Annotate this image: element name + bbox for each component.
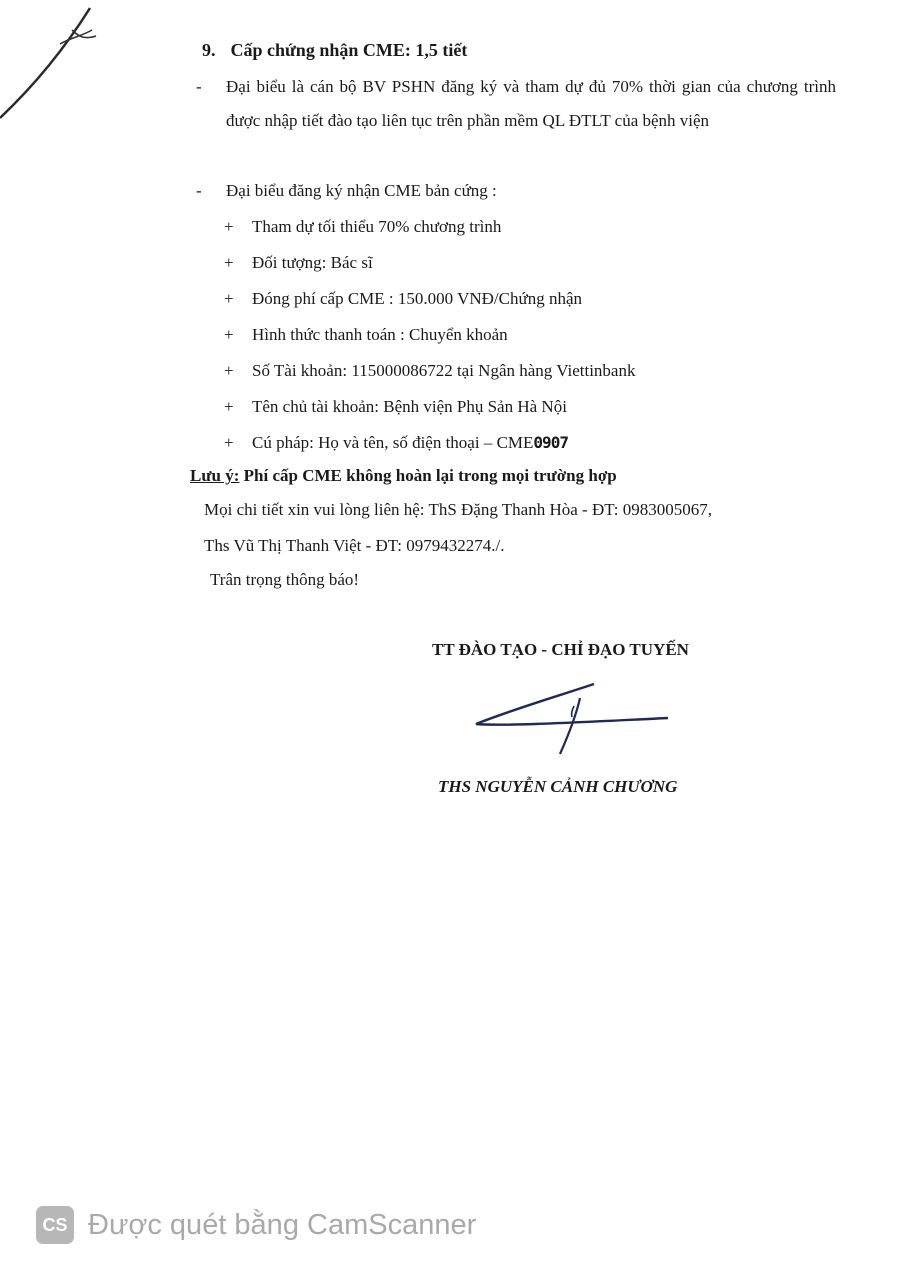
camscanner-logo-icon: CS bbox=[36, 1206, 74, 1244]
closing-line: Trân trọng thông báo! bbox=[210, 570, 360, 589]
sub-item-text: Đóng phí cấp CME : 150.000 VNĐ/Chứng nhận bbox=[252, 289, 582, 308]
sub-item-marker: + bbox=[224, 217, 234, 236]
sub-item bbox=[224, 390, 567, 424]
sub-item-marker: + bbox=[224, 433, 234, 452]
signature-image bbox=[468, 676, 678, 766]
camscanner-watermark bbox=[36, 1206, 476, 1244]
sub-item-text: Số Tài khoản: 115000086722 tại Ngân hàng Viettinbank bbox=[252, 361, 636, 380]
sub-item-text: Đối tượng: Bác sĩ bbox=[252, 253, 373, 272]
note bbox=[190, 466, 617, 486]
sub-item bbox=[224, 426, 568, 460]
sub-item-text: Hình thức thanh toán : Chuyển khoản bbox=[252, 325, 508, 344]
signer-name: THS NGUYỄN CẢNH CHƯƠNG bbox=[438, 777, 678, 796]
section-number: 9. bbox=[202, 40, 216, 60]
bullet-marker: - bbox=[196, 77, 202, 96]
note-label: Lưu ý: bbox=[190, 466, 240, 485]
handwritten-mark-corner bbox=[0, 0, 110, 130]
bullet-item bbox=[196, 70, 836, 138]
sub-item-marker: + bbox=[224, 289, 234, 308]
sub-item-marker: + bbox=[224, 397, 234, 416]
bullet-text: Đại biểu đăng ký nhận CME bản cứng : bbox=[226, 181, 497, 200]
sub-item bbox=[224, 282, 582, 316]
contact-line-1: Mọi chi tiết xin vui lòng liên hệ: ThS Đặng Thanh Hòa - ĐT: 0983005067, bbox=[204, 500, 712, 519]
sub-item-marker: + bbox=[224, 325, 234, 344]
sub-item bbox=[224, 354, 635, 388]
section-heading bbox=[202, 40, 467, 61]
bullet-text: Đại biểu là cán bộ BV PSHN đăng ký và tham dự đủ 70% thời gian của chương trình được nhập tiết đào tạo liên tục trên phần mềm QL ĐTLT của bệnh viện bbox=[226, 77, 836, 130]
sub-item-text: Cú pháp: Họ và tên, số điện thoại – CME bbox=[252, 433, 534, 452]
sub-item bbox=[224, 210, 501, 244]
sub-item-marker: + bbox=[224, 361, 234, 380]
sub-item bbox=[224, 246, 373, 280]
section-title: Cấp chứng nhận CME: 1,5 tiết bbox=[230, 40, 468, 60]
watermark-text: Được quét bằng CamScanner bbox=[88, 1208, 477, 1241]
bullet-item bbox=[196, 174, 836, 208]
note-text: Phí cấp CME không hoàn lại trong mọi trường hợp bbox=[243, 466, 617, 485]
sub-item-marker: + bbox=[224, 253, 234, 272]
bullet-marker: - bbox=[196, 181, 202, 200]
handwritten-code: 0907 bbox=[533, 433, 568, 452]
signature-unit: TT ĐÀO TẠO - CHỈ ĐẠO TUYẾN bbox=[432, 640, 689, 659]
sub-item-text: Tên chủ tài khoản: Bệnh viện Phụ Sản Hà Nội bbox=[252, 397, 567, 416]
contact-line-2: Ths Vũ Thị Thanh Việt - ĐT: 0979432274./. bbox=[204, 536, 505, 555]
sub-item bbox=[224, 318, 508, 352]
sub-item-text: Tham dự tối thiểu 70% chương trình bbox=[252, 217, 502, 236]
